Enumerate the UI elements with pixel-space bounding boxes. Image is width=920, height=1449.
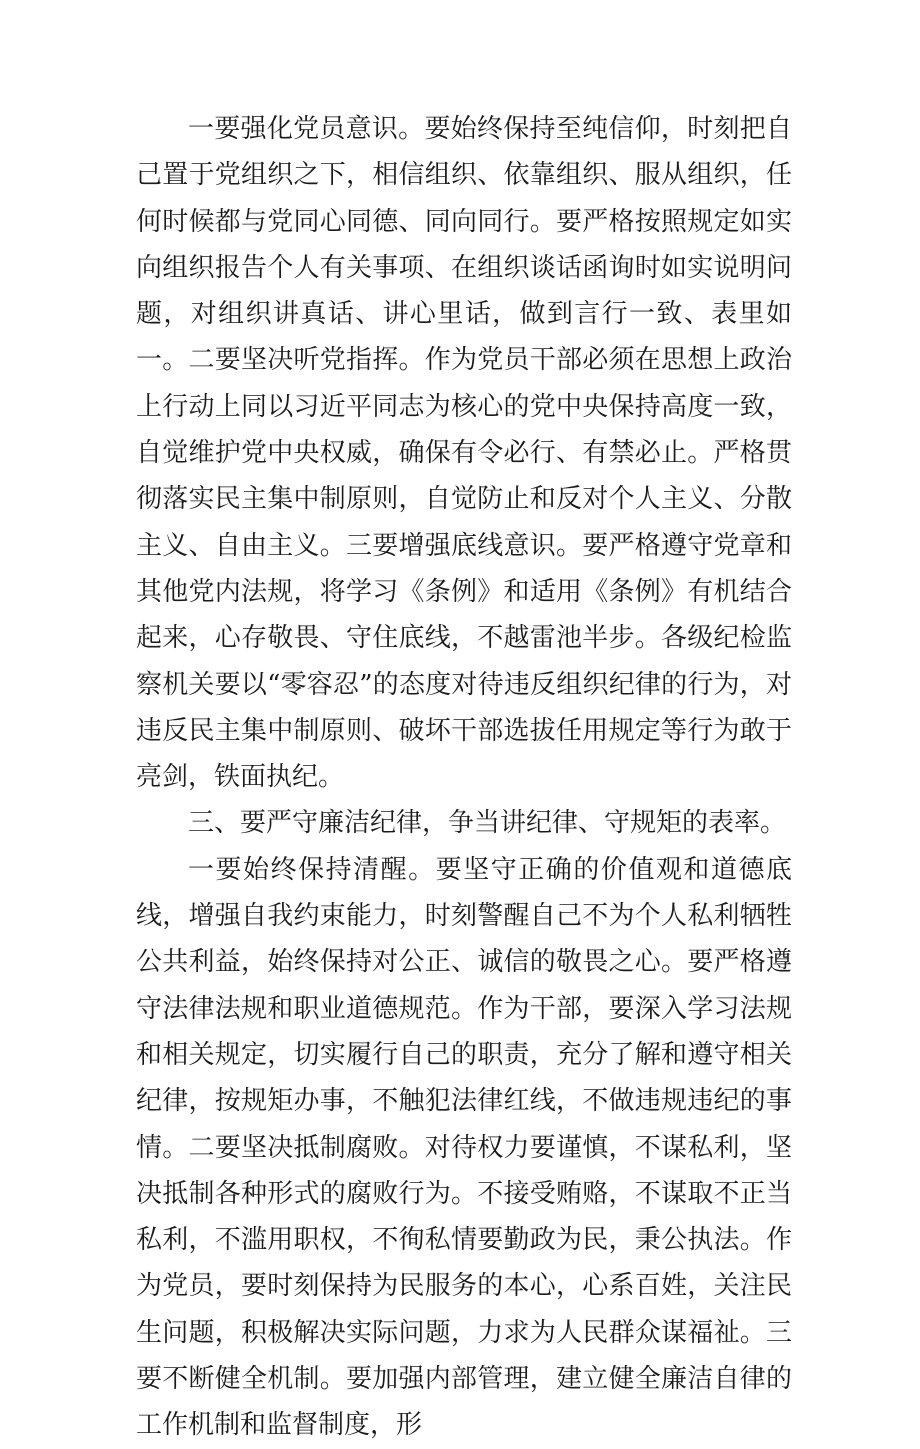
section-heading-integrity: 三、要严守廉洁纪律，争当讲纪律、守规矩的表率。 — [188, 808, 787, 839]
paragraph-integrity-discipline: 一要始终保持清醒。要坚守正确的价值观和道德底线，增强自我约束能力，时刻警醒自己不为个人私利牺牲公共利益，始终保持对公正、诚信的敬畏之心。要严格遵守法律法规和职业道德规范。作为干部，要深入学习法规和相关规定，切实履行自己的职责，充分了解和遵守相关纪律，按规矩办事，不触犯法律红线，不做违规违纪的事情。二要坚决抵制腐败。对待权力要谨慎，不谋私利，坚决抵制各种形式的腐败行为。不接受贿赂，不谋取不正当私利，不滥用职权，不徇私情要勤政为民，秉公执法。作为党员，要时刻保持为民服务的本心，心系百姓，关注民生问题，积极解决实际问题，力求为人民群众谋福祉。三要不断健全机制。要加强内部管理，建立健全廉洁自律的工作机制和监督制度，形 — [136, 854, 792, 1441]
paragraph-party-discipline: 一要强化党员意识。要始终保持至纯信仰，时刻把自己置于党组织之下，相信组织、依靠组织、服从组织，任何时候都与党同心同德、同向同行。要严格按照规定如实向组织报告个人有关事项、在组织谈话函询时如实说明问题，对组织讲真话、讲心里话，做到言行一致、表里如一。二要坚决听党指挥。作为党员干部必须在思想上政治上行动上同以习近平同志为核心的党中央保持高度一致，自觉维护党中央权威，确保有令必行、有禁必止。严格贯彻落实民主集中制原则，自觉防止和反对个人主义、分散主义、自由主义。三要增强底线意识。要严格遵守党章和其他党内法规，将学习《条例》和适用《条例》有机结合起来，心存敬畏、守住底线，不越雷池半步。各级纪检监察机关要以“零容忍”的态度对待违反组织纪律的行为，对违反民主集中制原则、破坏干部选拔任用规定等行为敢于亮剑，铁面执纪。 — [136, 114, 792, 793]
document-body — [136, 106, 792, 1449]
